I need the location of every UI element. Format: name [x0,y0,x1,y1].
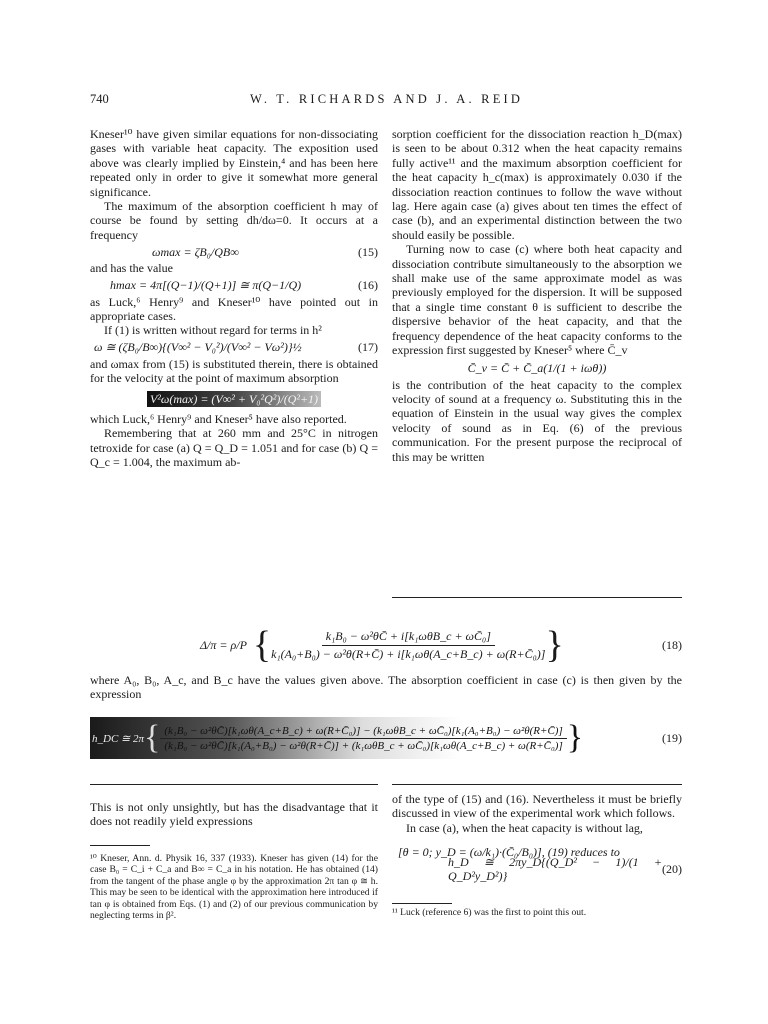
equation-17-body: ω ≅ (ζB₀/B∞){(V∞² − V₀²)/(V∞² − Vω²)}½ [94,340,302,355]
equation-cv: C̄_v = C̄ + C̄_a(1/(1 + iωθ)) [467,360,607,375]
page-number: 740 [90,92,109,106]
equation-15-number: (15) [358,244,378,259]
footnote-rule [90,845,150,846]
right-paragraph-3: is the contribution of the heat capacity to the complex velocity of sound at a frequency ω. Substituting this in the equation of Einstein in the usual way gives the complex velocity of sound as in Eq. (6) of the previous communication. For the present purpose the reciprocal of this may be written [392,377,682,464]
equation-20-body: h_D ≅ 2πy_D{(Q_D² − 1)/(1 + Q_D²y_D²)} [448,854,662,884]
left-paragraph-4: as Luck,⁶ Henry⁹ and Kneser¹⁰ have pointed out in appropriate cases. [90,294,378,324]
equation-19-fraction [160,725,566,752]
equation-15-body: ωmax = ζB₀/QB∞ [152,244,239,259]
footnote-11: ¹¹ Luck (reference 6) was the first to point this out. [392,907,587,918]
equation-19-number: (19) [662,730,682,745]
left-paragraph-8: Remembering that at 260 mm and 25°C in nitrogen tetroxide for case (a) Q = Q_D = 1.051 and for case (b) Q = Q_c = 1.004, the maximum ab- [90,426,378,469]
right-paragraph-1: sorption coefficient for the dissociation reaction h_D(max) is seen to be about 0.312 when the heat capacity remains fully active¹¹ and the maximum absorption coefficient for the heat capacity h_c(max) is approximately 0.030 if the dissociation reaction continues to follow the wave without lag. Here again case (a) gives about ten times the effect of case (b), and an experimental distinction between the two should easily be possible. [392,127,682,242]
left-paragraph-7: which Luck,⁶ Henry⁹ and Kneser⁵ have also reported. [90,411,347,426]
left-paragraph-6: and ωmax from (15) is substituted therein, there is obtained for the velocity at the point of maximum absorption [90,356,378,386]
equation-18-fraction [271,629,545,662]
right-column [392,127,682,464]
equation-15 [90,242,378,261]
left-paragraph-9: This is not only unsightly, but has the disadvantage that it does not readily yield expressions [90,800,378,829]
equation-19-denominator: (k₁B₀ − ω²θC̄)[k₁(A₀+B₀) − ω²θ(R+C̄)] + (k₁ωθB_c + ωC̄₀)[k₁ωθ(A_c+B_c) + ω(R+C̄₀)] [164,739,563,752]
equation-20 [392,854,682,884]
full-width-paragraph: where A₀, B₀, A_c, and B_c have the values given above. The absorption coefficient in case (c) is then given by the expression [90,673,682,702]
equation-19-numerator: (k₁B₀ − ω²θC̄)[k₁ωθ(A_c+B_c) + ω(R+C̄₀)] − (k₁ωθB_c + ωC̄₀)[k₁(A₀+B₀) − ω²θ(R+C̄)] [160,725,566,739]
equation-18: Δ/π = ρ/P { $\frac{\text{k₁B₀ − ω²θC̄ + i[k₁ωθB\_c + ωC̄₀]}}{\text{k₁(A₀+B₀) − ω²θ(R+C̄) + i[k₁ωθ(A\_c+B\_c) + ω(R+C̄₀)]}}$ } (18) [200,624,682,666]
right-lower-text [392,792,682,884]
equation-17 [90,338,378,357]
equation-18-lhs: Δ/π = ρ/P [200,637,247,652]
right-paragraph-4: of the type of (15) and (16). Nevertheless it must be briefly discussed in view of the experimental work which follows. [392,792,682,821]
left-paragraph-5: If (1) is written without regard for terms in h² [104,323,322,338]
equation-vmax [90,389,378,409]
equation-vmax-body: V²ω(max) = (V∞² + V₀²Q²)/(Q²+1) [147,391,321,407]
section-rule-left [90,784,378,785]
left-paragraph-3: and has the value [90,261,173,276]
left-column [90,127,378,469]
equation-20-number: (20) [662,861,682,876]
column-rule-top [392,597,682,598]
left-paragraph-2: The maximum of the absorption coefficient h may of course be found by setting dh/dω=0. It occurs at a frequency [90,199,378,242]
right-paragraph-2: Turning now to case (c) where both heat capacity and dissociation contribute simultaneously to the absorption we shall make use of the same approximate model as was previously employed for the dispersion. It will be supposed that a single time constant θ is sufficient to describe the dispersive behavior of the heat capacity, and that the frequency dependence of the heat capacity conforms to the expression first suggested by Kneser⁵ where C̄_v [392,242,682,358]
equation-16 [90,276,378,295]
equation-18-denominator: k₁(A₀+B₀) − ω²θ(R+C̄) + i[k₁ωθ(A_c+B_c) + ω(R+C̄₀)] [271,646,546,661]
equation-19-lhs: h_DC ≅ 2π [92,732,145,745]
equation-case-a: [θ = 0; y_D = (ω/k₁)·(C̄₀/B₀)], (19) reduces to [398,845,620,860]
equation-16-body: hmax = 4π[(Q−1)/(Q+1)] ≅ π(Q−1/Q) [110,277,302,292]
left-paragraph-1: Kneser¹⁰ have given similar equations for non-dissociating gases with variable heat capacity. The exposition used above was clearly implied by Einstein,⁴ and has been here repeated only in order to give it somewhat more general significance. [90,127,378,199]
footnote-rule-right [392,903,452,904]
right-paragraph-5: In case (a), when the heat capacity is without lag, [406,820,643,835]
equation-19: h_DC ≅ 2π { (k₁B₀ − ω²θC̄)[k₁ωθ(A_c+B_c) + ω(R+C̄₀)] − (k₁ωθB_c + ωC̄₀)[k₁(A₀+B₀) − ω²θ(R+C̄)] (k₁B₀ − ω²θC̄)[k₁(A₀+B₀) − ω²θ(R+C̄)] + (k₁ωθB_c + ωC̄₀)[k₁ωθ(A_c+B_c) + ω(R+C̄₀)] } (19) [90,715,682,761]
section-rule-right [392,784,682,785]
equation-16-number: (16) [358,277,378,292]
left-lower-text [90,800,378,829]
equation-18-number: (18) [662,637,682,652]
equation-18-numerator: k₁B₀ − ω²θC̄ + i[k₁ωθB_c + ωC̄₀] [322,629,495,646]
footnote-10: ¹⁰ Kneser, Ann. d. Physik 16, 337 (1933). Kneser has given (14) for the case B₀ = C_i + C_a and B∞ = C_a in his notation. He has obtained (14) from the tangent of the phase angle φ by the approximation 2π tan φ ≅ h. This may be seen to be identical with the approximation here introduced if tan φ is obtained from Eqs. (1) and (2) of our previous communication by neglecting terms in β². [90,853,378,922]
equation-17-number: (17) [358,340,378,355]
page-header [90,92,682,108]
running-head: W. T. RICHARDS AND J. A. REID [250,92,524,106]
